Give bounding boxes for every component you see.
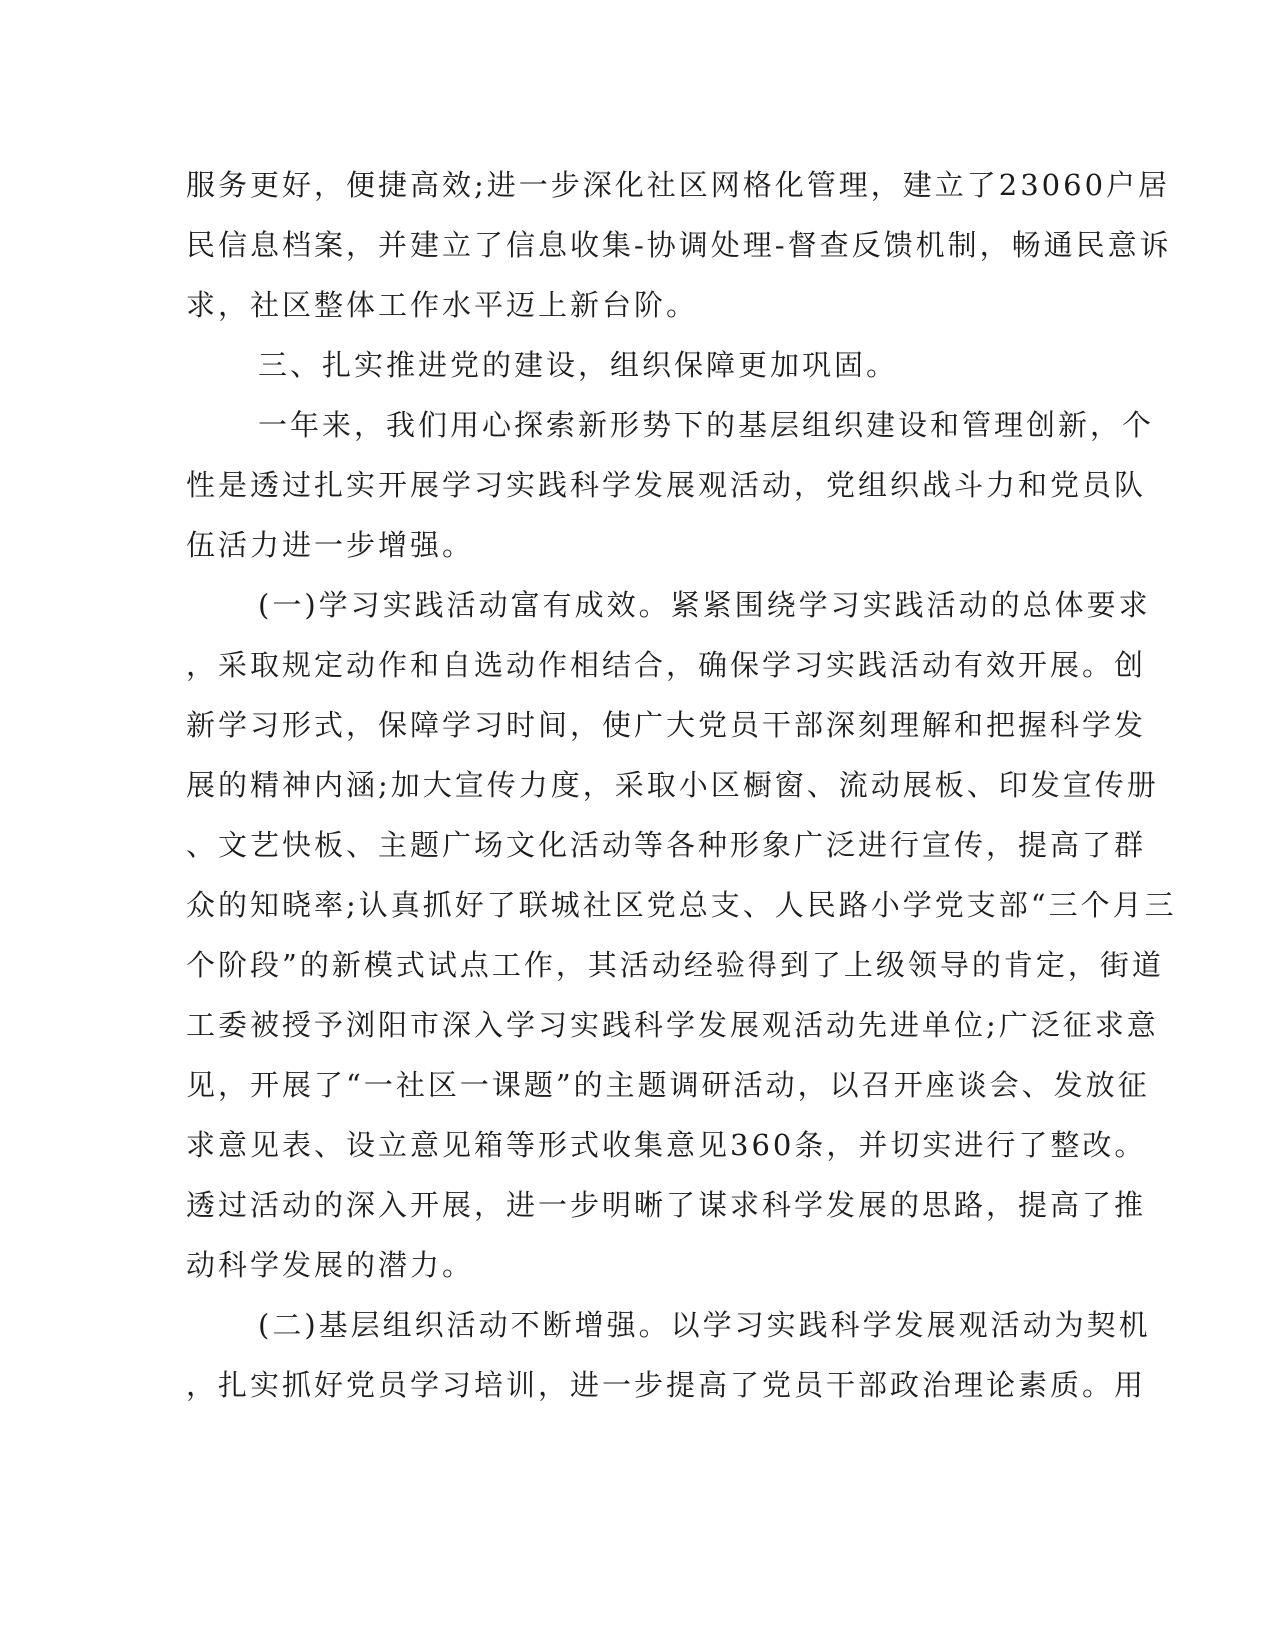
text-line: 服务更好，便捷高效;进一步深化社区网格化管理，建立了23060户居 [186,168,1171,202]
text-line: 一年来，我们用心探索新形势下的基层组织建设和管理创新，个 [258,408,1155,442]
text-line: 透过活动的深入开展，进一步明晰了谋求科学发展的思路，提高了推 [186,1188,1147,1222]
text-line: 性是透过扎实开展学习实践科学发展观活动，党组织战斗力和党员队 [186,468,1147,502]
text-line: 新学习形式，保障学习时间，使广大党员干部深刻理解和把握科学发 [186,708,1147,742]
section-heading: 三、扎实推进党的建设，组织保障更加巩固。 [258,348,899,382]
text-line: ，采取规定动作和自选动作相结合，确保学习实践活动有效开展。创 [186,648,1147,682]
text-line: 展的精神内涵;加大宣传力度，采取小区橱窗、流动展板、印发宣传册 [186,768,1159,802]
text-line: 工委被授予浏阳市深入学习实践科学发展观活动先进单位;广泛征求意 [186,1008,1159,1042]
subsection-heading: (二)基层组织活动不断增强。以学习实践科学发展观活动为契机 [258,1308,1151,1342]
text-line: 、文艺快板、主题广场文化活动等各种形象广泛进行宣传，提高了群 [186,828,1147,862]
text-line: 民信息档案，并建立了信息收集-协调处理-督查反馈机制，畅通民意诉 [186,228,1172,262]
document-body [186,155,1177,1415]
text-line: 求，社区整体工作水平迈上新台阶。 [186,288,699,322]
text-line: 伍活力进一步增强。 [186,528,475,562]
text-line: 动科学发展的潜力。 [186,1248,475,1282]
subsection-heading: (一)学习实践活动富有成效。紧紧围绕学习实践活动的总体要求 [258,588,1151,622]
text-line: 见，开展了“一社区一课题”的主题调研活动，以召开座谈会、发放征 [186,1068,1150,1102]
text-line: ，扎实抓好党员学习培训，进一步提高了党员干部政治理论素质。用 [186,1368,1147,1402]
text-line: 个阶段”的新模式试点工作，其活动经验得到了上级领导的肯定，街道 [186,948,1164,982]
text-line: 众的知晓率;认真抓好了联城社区党总支、人民路小学党支部“三个月三 [186,888,1177,922]
text-line: 求意见表、设立意见箱等形式收集意见360条，并切实进行了整改。 [186,1128,1147,1162]
